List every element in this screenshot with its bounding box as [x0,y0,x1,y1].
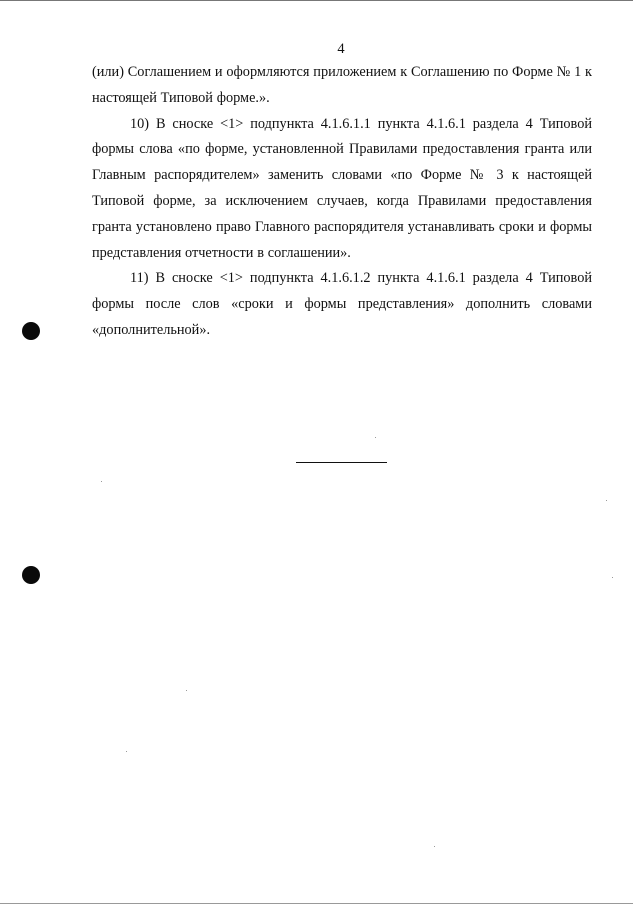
punch-hole-mark [22,322,40,340]
paragraph-item-11: 11) В сноске <1> подпункта 4.1.6.1.2 пункта 4.1.6.1 раздела 4 Типовой формы после слов «сроки и формы представления» дополнить словами «дополнительной». [92,270,592,338]
scan-speck [375,437,376,438]
document-body [92,60,592,344]
scan-speck [434,846,435,847]
scan-speck [612,577,613,578]
end-separator-line [296,462,387,463]
scan-top-edge [0,0,633,1]
scan-speck [101,481,102,482]
paragraph-item-10: 10) В сноске <1> подпункта 4.1.6.1.1 пункта 4.1.6.1 раздела 4 Типовой формы слова «по форме, установленной Правилами предоставления гранта или Главным распорядителем» заменить словами «по Форме № 3 к настоящей Типовой форме, за исключением случаев, когда Правилами предоставления гранта установлено право Главного распорядителя устанавливать сроки и формы представления отчетности в соглашении». [92,115,592,261]
scan-bottom-edge [0,903,633,904]
paragraph-continuation: (или) Соглашением и оформляются приложением к Соглашению по Форме № 1 к настоящей Типовой форме.». [92,64,592,106]
scan-speck [186,690,187,691]
page-number: 4 [337,41,345,57]
punch-hole-mark [22,566,40,584]
scan-speck [126,751,127,752]
scan-speck [606,500,607,501]
